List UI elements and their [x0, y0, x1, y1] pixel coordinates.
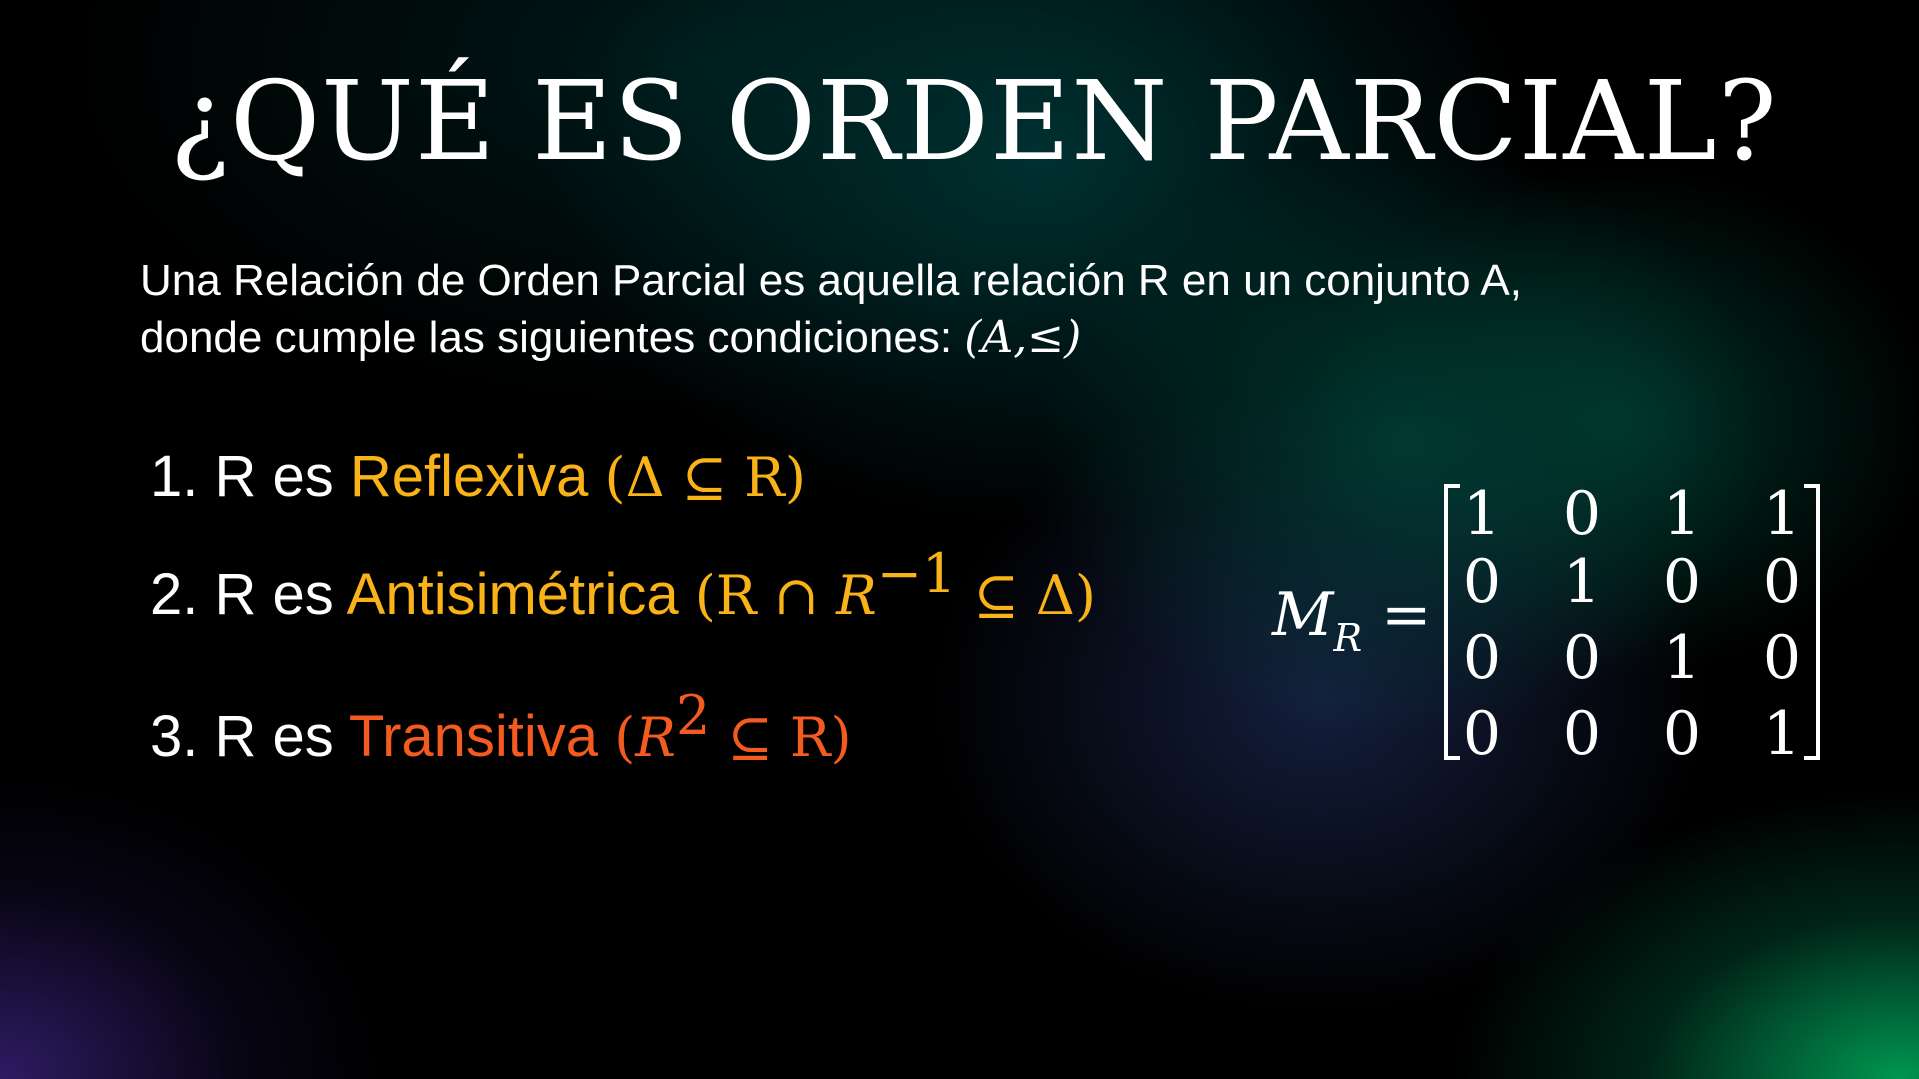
formula-transitiva	[614, 684, 852, 769]
equals-sign: =	[1381, 580, 1432, 650]
slide-title: ¿QUÉ ES ORDEN PARCIAL?	[170, 57, 1778, 185]
formula-part: ⊆ Δ)	[956, 564, 1096, 627]
formula-var: R	[836, 564, 877, 627]
matrix-cell: 1	[1462, 479, 1502, 549]
poset-notation: (A,≤)	[964, 312, 1082, 363]
condition-transitiva	[150, 684, 852, 769]
condition-prefix: 3. R es	[150, 704, 349, 769]
formula-exponent: 2	[675, 684, 711, 747]
matrix-cell: 0	[1562, 699, 1602, 769]
intro-line-2-text: donde cumple las siguientes condiciones:	[140, 313, 965, 362]
matrix-cell: 0	[1462, 699, 1502, 769]
matrix-label-letter: M	[1272, 580, 1334, 650]
condition-name-reflexiva: Reflexiva	[349, 444, 589, 509]
matrix-cell: 0	[1662, 699, 1702, 769]
condition-prefix: 1. R es	[150, 444, 350, 509]
condition-reflexiva	[150, 444, 806, 509]
matrix-cell: 0	[1762, 547, 1802, 617]
condition-name-transitiva: Transitiva	[348, 704, 599, 769]
matrix-cell: 1	[1762, 479, 1802, 549]
intro-line-2	[140, 309, 1700, 366]
formula-reflexiva: (Δ ⊆ R)	[604, 446, 806, 509]
formula-exponent: −1	[876, 542, 957, 605]
matrix-cell: 0	[1462, 547, 1502, 617]
intro-paragraph	[140, 252, 1700, 366]
matrix-cell: 1	[1662, 479, 1702, 549]
condition-name-antisimetrica: Antisimétrica	[346, 562, 679, 627]
formula-part: (	[614, 706, 636, 769]
matrix-cell: 1	[1562, 547, 1602, 617]
formula-antisimetrica	[694, 542, 1096, 627]
matrix-cell: 0	[1662, 547, 1702, 617]
condition-antisimetrica	[150, 542, 1096, 627]
formula-var: R	[635, 706, 676, 769]
matrix-cell: 0	[1562, 479, 1602, 549]
matrix-label-subscript: R	[1333, 616, 1363, 660]
formula-part: ⊆ R)	[710, 706, 852, 769]
matrix-cell: 1	[1762, 699, 1802, 769]
matrix-cell: 1	[1662, 623, 1702, 693]
matrix-cell: 0	[1462, 623, 1502, 693]
formula-part: (R ∩	[694, 564, 837, 627]
intro-line-1: Una Relación de Orden Parcial es aquella relación R en un conjunto A,	[140, 256, 1522, 305]
condition-prefix: 2. R es	[150, 562, 347, 627]
matrix-label	[1272, 580, 1432, 660]
matrix-cell: 0	[1562, 623, 1602, 693]
matrix-cell: 0	[1762, 623, 1802, 693]
